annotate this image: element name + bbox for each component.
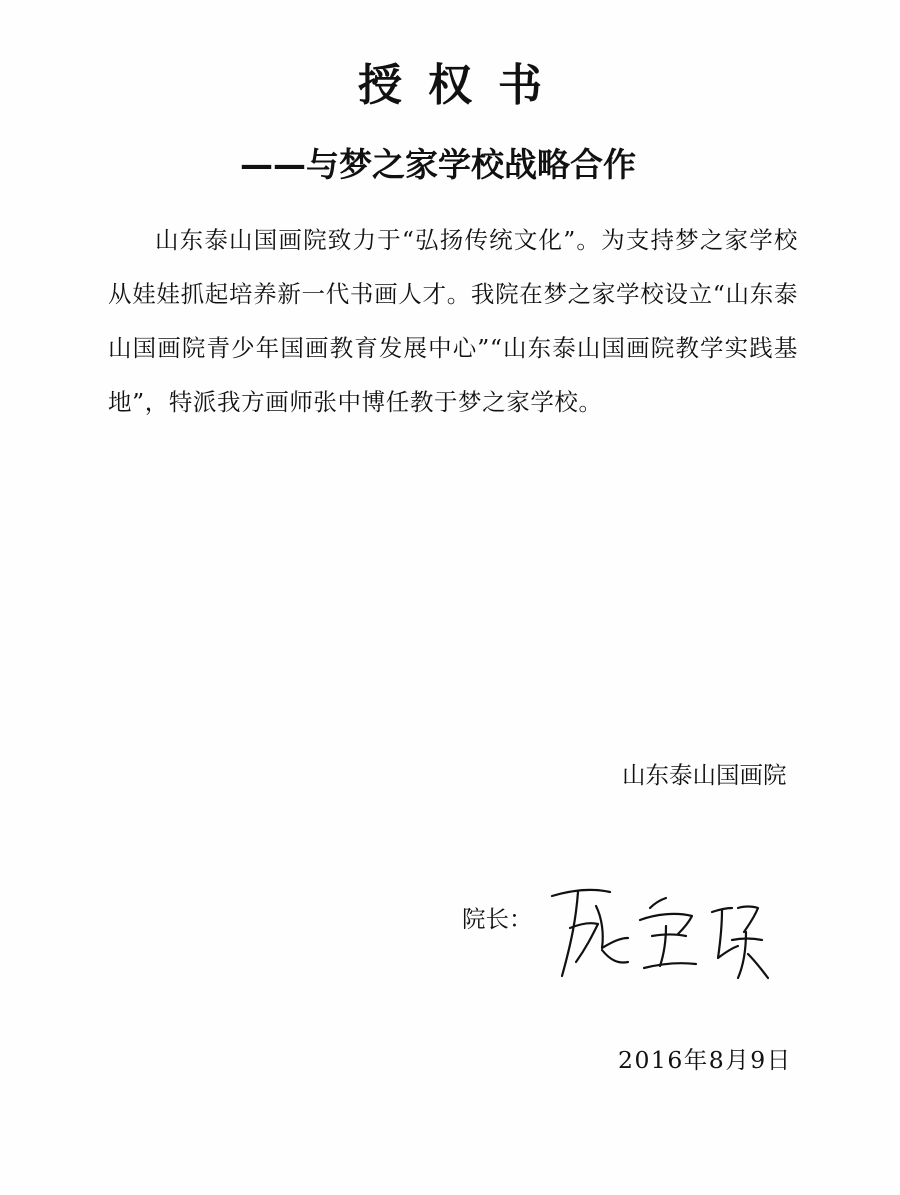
- document-date: 2016年8月9日: [618, 1046, 792, 1074]
- document-title: 授权书: [358, 60, 568, 111]
- director-label: 院长：: [462, 905, 533, 933]
- document-subtitle: ——与梦之家学校战略合作: [240, 145, 636, 184]
- handwritten-signature: [532, 878, 772, 988]
- issuing-institution: 山东泰山国画院: [622, 761, 787, 789]
- director-signature-block: [462, 878, 792, 988]
- document-body: 山东泰山国画院致力于“弘扬传统文化”。为支持梦之家学校从娃娃抓起培养新一代书画人才。我院在梦之家学校设立“山东泰山国画院青少年国画教育发展中心”“山东泰山国画院教学实践基地”，特派我方画师张中博任教于梦之家学校。: [108, 226, 798, 416]
